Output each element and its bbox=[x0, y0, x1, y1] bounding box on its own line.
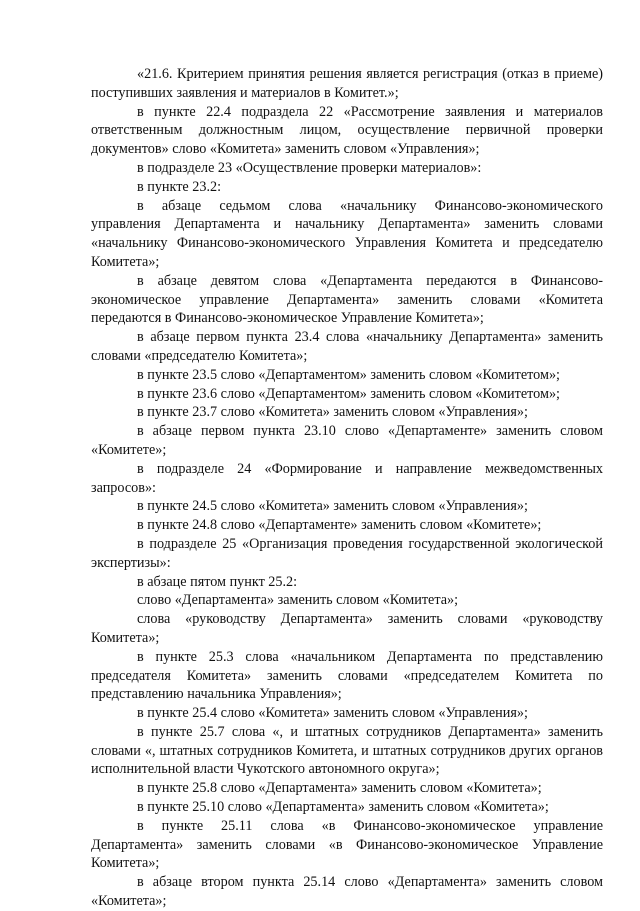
paragraph: в пункте 25.11 слова «в Финансово-экономическое управление Департамента» заменить словами «в Финансово-экономическое Управление Комитета»; bbox=[91, 817, 603, 872]
paragraph: в абзаце девятом слова «Департамента передаются в Финансово-экономическое управление Департамента» заменить словами «Комитета передаются в Финансово-экономическое Управление Комитета»; bbox=[91, 272, 603, 327]
document-body bbox=[91, 65, 603, 911]
paragraph: в пункте 23.2: bbox=[137, 178, 222, 195]
paragraph: «21.6. Критерием принятия решения является регистрация (отказ в приеме) поступивших заявления и материалов в Комитет.»; bbox=[91, 66, 603, 101]
paragraph: в пункте 23.6 слово «Департаментом» заменить словом «Комитетом»; bbox=[137, 385, 560, 402]
paragraph: в подразделе 24 «Формирование и направление межведомственных запросов»: bbox=[91, 460, 603, 496]
paragraph: в пункте 25.4 слово «Комитета» заменить словом «Управления»; bbox=[137, 705, 528, 722]
paragraph: слово «Департамента» заменить словом «Комитета»; bbox=[137, 592, 459, 609]
paragraph: в подразделе 25 «Организация проведения государственной экологической экспертизы»: bbox=[91, 535, 603, 571]
paragraph: в пункте 23.5 слово «Департаментом» заменить словом «Комитетом»; bbox=[137, 366, 560, 383]
paragraph: в пункте 25.3 слова «начальником Департамента по представлению председателя Комитета» заменить словами «председателем Комитета по представлению начальника Управления»; bbox=[91, 648, 603, 703]
paragraph: в пункте 24.5 слово «Комитета» заменить словом «Управления»; bbox=[137, 498, 528, 515]
paragraph: в абзаце первом пункта 23.10 слово «Департаменте» заменить словом «Комитете»; bbox=[91, 423, 603, 458]
paragraph: в пункте 24.8 слово «Департаменте» заменить словом «Комитете»; bbox=[137, 517, 542, 534]
paragraph: слова «руководству Департамента» заменить словами «руководству Комитета»; bbox=[91, 611, 603, 646]
paragraph: в абзаце первом пункта 23.4 слова «начальнику Департамента» заменить словами «председателю Комитета»; bbox=[91, 329, 603, 364]
paragraph: в пункте 23.7 слово «Комитета» заменить словом «Управления»; bbox=[137, 404, 528, 421]
paragraph: в пункте 25.7 слова «, и штатных сотрудников Департамента» заменить словами «, штатных сотрудников Комитета, и штатных сотрудников других органов исполнительной власти Чукотского автономного округа»; bbox=[91, 723, 603, 778]
paragraph: в абзаце втором пункта 25.14 слово «Департамента» заменить словом «Комитета»; bbox=[91, 874, 603, 910]
paragraph: в пункте 22.4 подраздела 22 «Рассмотрение заявления и материалов ответственным должностным лицом, осуществление первичной проверки документов» слово «Комитета» заменить словом «Управления»; bbox=[91, 103, 603, 158]
paragraph: в пункте 25.8 слово «Департамента» заменить словом «Комитета»; bbox=[137, 780, 542, 797]
paragraph: в абзаце седьмом слова «начальнику Финансово-экономического управления Департамента и начальнику Департамента» заменить словами «начальнику Финансово-экономического Управления Комитета и председателю Комитета»; bbox=[91, 197, 603, 270]
paragraph: в подразделе 23 «Осуществление проверки материалов»: bbox=[137, 159, 482, 176]
paragraph: в абзаце пятом пункт 25.2: bbox=[137, 573, 298, 590]
paragraph: в пункте 25.10 слово «Департамента» заменить словом «Комитета»; bbox=[137, 799, 549, 816]
